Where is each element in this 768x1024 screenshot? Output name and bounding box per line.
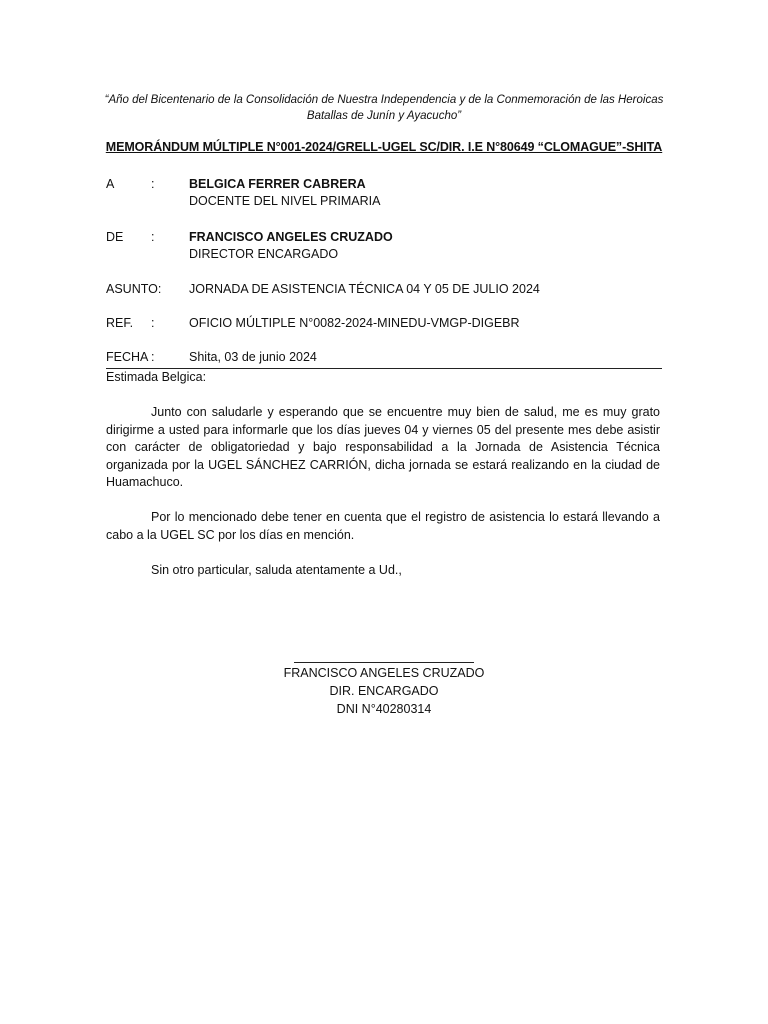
ref-colon: :	[151, 316, 155, 330]
date-label: FECHA	[106, 350, 149, 364]
signature-dni: DNI N°40280314	[336, 702, 432, 716]
signature-position: DIR. ENCARGADO	[329, 684, 439, 698]
date-colon: :	[151, 350, 155, 364]
header-divider	[106, 368, 662, 369]
from-role: DIRECTOR ENCARGADO	[189, 247, 339, 261]
ref-label: REF.	[106, 316, 134, 330]
to-label: A	[106, 177, 115, 191]
signature-line	[294, 662, 474, 663]
body-paragraph-2: Por lo mencionado debe tener en cuenta que el registro de asistencia lo estará llevando a cabo a la UGEL SC por los días en mención.	[106, 510, 660, 542]
ref-value: OFICIO MÚLTIPLE N°0082-2024-MINEDU-VMGP-DIGEBR	[189, 316, 520, 330]
body-paragraph-1: Junto con saludarle y esperando que se encuentre muy bien de salud, me es muy grato dirigirme a usted para informarle que los días jueves 04 y viernes 05 del presente mes debe asistir con carácter de obligatoriedad y bajo responsabilidad a la Jornada de Asistencia Técnica organizada por la UGEL SÁNCHEZ CARRIÓN, dicha jornada se estará realizando en la ciudad de Huamachuco.	[106, 405, 660, 490]
to-role: DOCENTE DEL NIVEL PRIMARIA	[189, 194, 381, 208]
subject-label: ASUNTO:	[106, 282, 162, 296]
closing-line: Sin otro particular, saluda atentamente a Ud.,	[151, 563, 402, 577]
from-colon: :	[151, 230, 155, 244]
year-motto: “Año del Bicentenario de la Consolidación de Nuestra Independencia y de la Conmemoración de las Heroicas Batallas de Junín y Ayacucho”	[104, 94, 664, 122]
to-name: BELGICA FERRER CABRERA	[189, 177, 366, 191]
salutation: Estimada Belgica:	[106, 370, 207, 384]
subject-value: JORNADA DE ASISTENCIA TÉCNICA 04 Y 05 DE JULIO 2024	[189, 282, 540, 296]
signature-name: FRANCISCO ANGELES CRUZADO	[283, 666, 485, 680]
date-value: Shita, 03 de junio 2024	[189, 350, 317, 364]
to-colon: :	[151, 177, 155, 191]
from-name: FRANCISCO ANGELES CRUZADO	[189, 230, 393, 244]
memo-title: MEMORÁNDUM MÚLTIPLE N°001-2024/GRELL-UGEL SC/DIR. I.E N°80649 “CLOMAGUE”-SHITA	[105, 140, 663, 154]
from-label: DE	[106, 230, 124, 244]
